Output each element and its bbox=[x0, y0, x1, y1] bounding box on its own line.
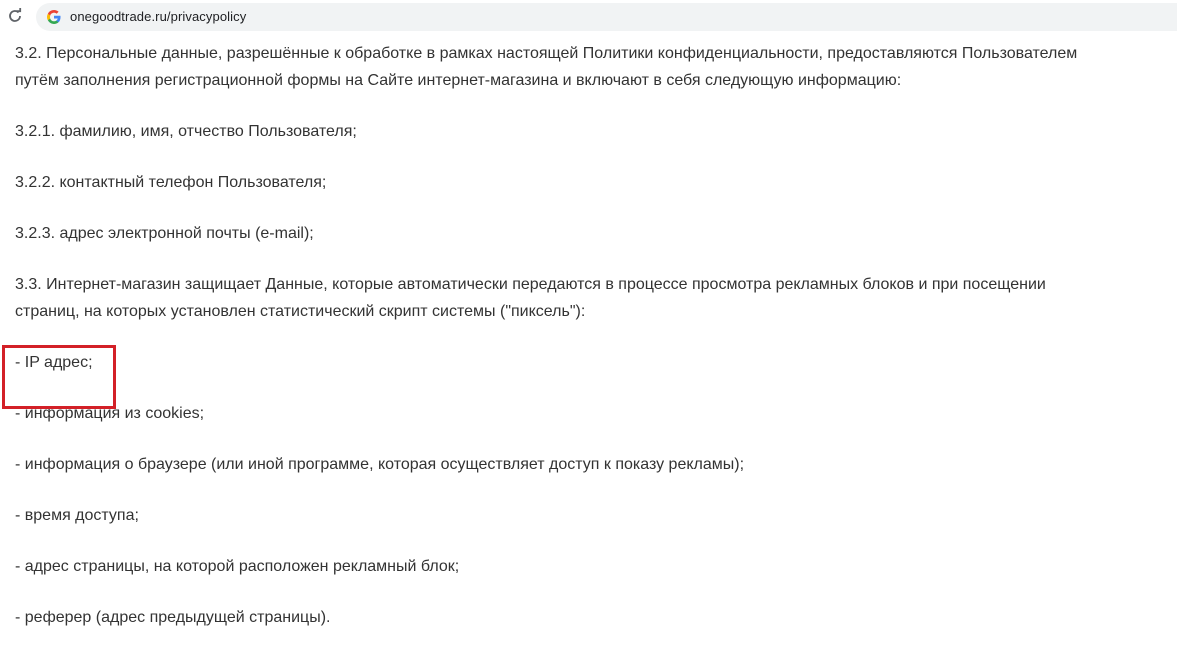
section-3-3-line-2: страниц, на которых установлен статистический скрипт системы ("пиксель"): bbox=[15, 303, 586, 320]
google-g-icon bbox=[46, 9, 62, 25]
section-3-2-1: 3.2.1. фамилию, имя, отчество Пользователя; bbox=[15, 123, 357, 140]
section-3-3-line-1: 3.3. Интернет-магазин защищает Данные, которые автоматически передаются в процессе просмотра рекламных блоков и при посещении bbox=[15, 276, 1046, 293]
list-item-referer: - реферер (адрес предыдущей страницы). bbox=[15, 609, 331, 626]
list-item-ip: - IP адрес; bbox=[15, 354, 93, 371]
list-item-page: - адрес страницы, на которой расположен рекламный блок; bbox=[15, 558, 460, 575]
list-item-browser: - информация о браузере (или иной программе, которая осуществляет доступ к показу рекламы); bbox=[15, 456, 745, 473]
highlight-annotation-box bbox=[2, 345, 116, 409]
url-text[interactable]: onegoodtrade.ru/privacypolicy bbox=[70, 9, 247, 24]
section-3-2-line-2: путём заполнения регистрационной формы на Сайте интернет-магазина и включают в себя следующую информацию: bbox=[15, 72, 902, 89]
section-3-2-2: 3.2.2. контактный телефон Пользователя; bbox=[15, 174, 327, 191]
section-3-2 bbox=[15, 40, 1175, 94]
address-bar[interactable] bbox=[36, 3, 1177, 31]
section-3-2-line-1: 3.2. Персональные данные, разрешённые к обработке в рамках настоящей Политики конфиденциальности, предоставляются Пользователем bbox=[15, 45, 1078, 62]
list-item-cookies: - информация из cookies; bbox=[15, 405, 205, 422]
policy-content bbox=[15, 40, 1175, 655]
section-3-2-3: 3.2.3. адрес электронной почты (e-mail); bbox=[15, 225, 314, 242]
browser-toolbar bbox=[0, 0, 1177, 34]
list-item-time: - время доступа; bbox=[15, 507, 139, 524]
reload-icon[interactable] bbox=[4, 5, 26, 27]
section-3-3 bbox=[15, 271, 1175, 325]
